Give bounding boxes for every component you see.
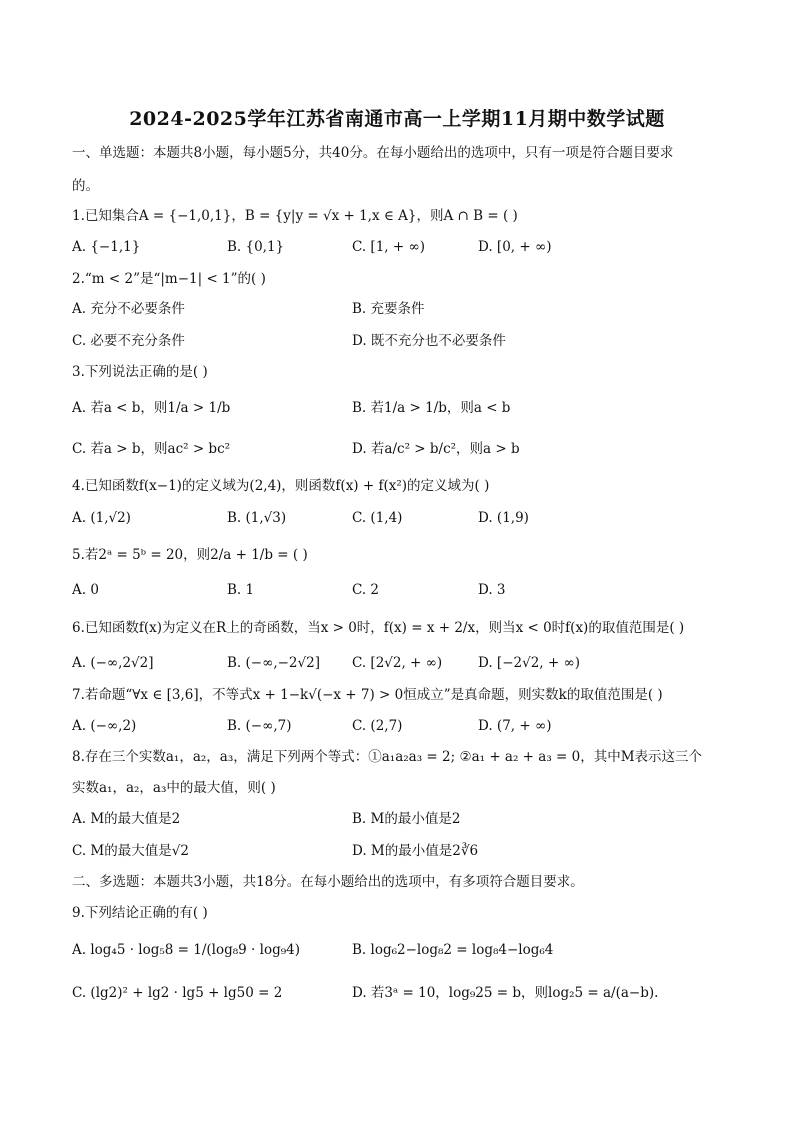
q2-option-c: C. 必要不充分条件 xyxy=(72,333,185,349)
q7-option-c: C. (2,7) xyxy=(352,718,403,734)
q6-option-b: B. (−∞,−2√2] xyxy=(227,655,320,671)
q2-stem: 2.“m < 2”是“|m−1| < 1”的( ) xyxy=(72,271,266,287)
q4-stem: 4.已知函数f(x−1)的定义域为(2,4)，则函数f(x) + f(x²)的定义域为( ) xyxy=(72,478,490,494)
q2-option-a: A. 充分不必要条件 xyxy=(72,301,185,317)
q1-option-a: A. {−1,1} xyxy=(72,239,141,255)
q9-option-d: D. 若3ᵃ = 10，log₉25 = b，则log₂5 = a/(a−b). xyxy=(352,985,659,1001)
q8-stem-line1: 8.存在三个实数a₁，a₂，a₃，满足下列两个等式：①a₁a₂a₃ = 2; ②a₁ + a₂ + a₃ = 0，其中M表示这三个 xyxy=(72,749,703,765)
q6-stem: 6.已知函数f(x)为定义在R上的奇函数，当x > 0时，f(x) = x + 2/x，则当x < 0时f(x)的取值范围是( ) xyxy=(72,620,685,636)
q7-option-d: D. (7, + ∞) xyxy=(478,718,552,734)
q7-option-a: A. (−∞,2) xyxy=(72,718,137,734)
q6-option-d: D. [−2√2, + ∞) xyxy=(478,655,580,671)
q2-option-d: D. 既不充分也不必要条件 xyxy=(352,333,506,349)
q4-option-a: A. (1,√2) xyxy=(72,510,131,526)
q3-option-a: A. 若a < b，则1/a > 1/b xyxy=(72,400,231,416)
q3-option-b: B. 若1/a > 1/b，则a < b xyxy=(352,400,511,416)
q8-option-c: C. M的最大值是√2 xyxy=(72,843,189,859)
section1-heading-line1: 一、单选题：本题共8小题，每小题5分，共40分。在每小题给出的选项中，只有一项是符合题目要求 xyxy=(72,145,674,161)
q9-option-b: B. log₆2−log₈2 = log₈4−log₆4 xyxy=(352,942,554,958)
q7-option-b: B. (−∞,7) xyxy=(227,718,292,734)
q8-option-b: B. M的最小值是2 xyxy=(352,811,461,827)
q9-option-a: A. log₄5 · log₅8 = 1/(log₈9 · log₉4) xyxy=(72,942,300,958)
q3-stem: 3.下列说法正确的是( ) xyxy=(72,364,208,380)
q4-option-d: D. (1,9) xyxy=(478,510,529,526)
q8-stem-line2: 实数a₁，a₂，a₃中的最大值，则( ) xyxy=(72,780,276,796)
q4-option-b: B. (1,√3) xyxy=(227,510,287,526)
q5-option-c: C. 2 xyxy=(352,582,380,598)
q8-option-a: A. M的最大值是2 xyxy=(72,811,181,827)
q5-option-a: A. 0 xyxy=(72,582,99,598)
q1-stem: 1.已知集合A = {−1,0,1}，B = {y|y = √x + 1,x ∈ A}，则A ∩ B = ( ) xyxy=(72,208,518,224)
q6-option-a: A. (−∞,2√2] xyxy=(72,655,154,671)
q5-option-b: B. 1 xyxy=(227,582,255,598)
q3-option-d: D. 若a/c² > b/c²，则a > b xyxy=(352,441,520,457)
q1-option-b: B. {0,1} xyxy=(227,239,285,255)
q7-stem: 7.若命题“∀x ∈ [3,6]，不等式x + 1−k√(−x + 7) > 0恒成立”是真命题，则实数k的取值范围是( ) xyxy=(72,687,663,703)
q9-stem: 9.下列结论正确的有( ) xyxy=(72,905,208,921)
q8-option-d: D. M的最小值是2∛6 xyxy=(352,843,479,859)
q1-option-c: C. [1, + ∞) xyxy=(352,239,425,255)
q3-option-c: C. 若a > b，则ac² > bc² xyxy=(72,441,231,457)
q4-option-c: C. (1,4) xyxy=(352,510,403,526)
section1-heading-line2: 的。 xyxy=(72,178,99,194)
q6-option-c: C. [2√2, + ∞) xyxy=(352,655,443,671)
q2-option-b: B. 充要条件 xyxy=(352,301,425,317)
section2-heading: 二、多选题：本题共3小题，共18分。在每小题给出的选项中，有多项符合题目要求。 xyxy=(72,874,584,890)
q1-option-d: D. [0, + ∞) xyxy=(478,239,552,255)
q9-option-c: C. (lg2)² + lg2 · lg5 + lg50 = 2 xyxy=(72,985,283,1001)
page-title: 2024-2025学年江苏省南通市高一上学期11月期中数学试题 xyxy=(129,108,665,130)
q5-option-d: D. 3 xyxy=(478,582,506,598)
q5-stem: 5.若2ᵃ = 5ᵇ = 20，则2/a + 1/b = ( ) xyxy=(72,547,308,563)
